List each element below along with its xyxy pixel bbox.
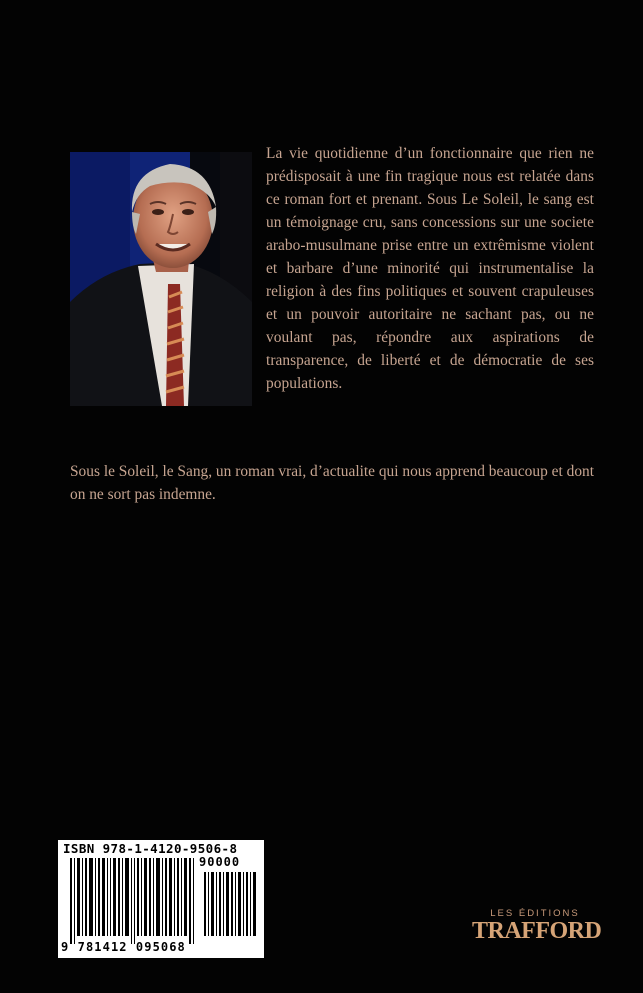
- isbn-label: ISBN 978-1-4120-9506-8: [63, 841, 238, 856]
- publisher-prefix: LES ÉDITIONS: [490, 908, 580, 919]
- price-code: 90000: [199, 855, 241, 869]
- author-photo: [70, 152, 252, 406]
- blurb-paragraph-summary: Sous le Soleil, le Sang, un roman vrai, d’actualite qui nous apprend beaucoup et dont on ne sort pas indemne.: [70, 463, 594, 503]
- isbn-barcode: [58, 840, 264, 958]
- author-portrait-illustration: [70, 152, 252, 406]
- blurb-paragraph-main: La vie quotidienne d’un fonctionnaire que rien ne prédisposait à une fin tragique nous est relatée dans ce roman fort et prenant. Sous Le Soleil, le sang est un témoignage cru, sans concessions sur une societe arabo-musulmane prise entre un extrêmisme violent et barbare d’une minorité qui instrumentalise la religion à des fins politiques et souvent crapuleuses et un pouvoir autoritaire ne sachant pas, ou ne voulant pas, répondre aux aspirations de transparence, de liberté et de démocratie de ses populations.: [266, 145, 594, 392]
- publisher-logo: [472, 908, 602, 944]
- ean-digits: 9 781412 095068: [61, 940, 186, 954]
- publisher-name: TRAFFORD: [472, 918, 602, 944]
